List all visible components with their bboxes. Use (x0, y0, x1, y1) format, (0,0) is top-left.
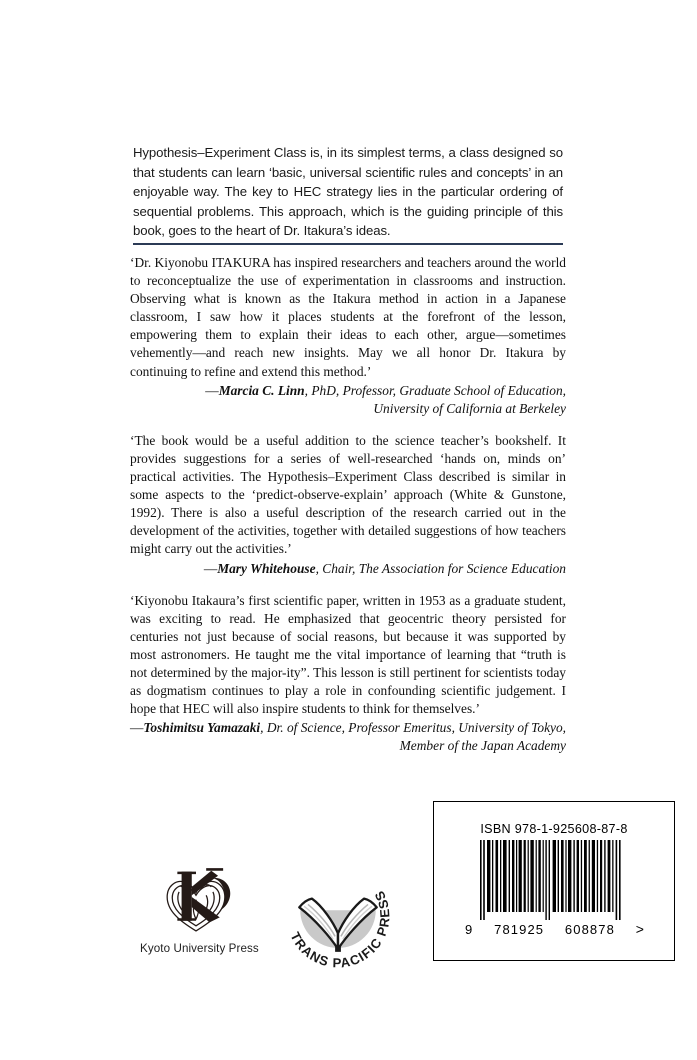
attribution-dash: — (203, 560, 218, 576)
barcode-digit-lead: 9 (465, 922, 474, 937)
ornate-k-monogram-icon (153, 858, 239, 936)
attribution-title-line2: Member of the Japan Academy (399, 738, 566, 754)
kyoto-university-press-logo (140, 858, 259, 955)
endorsement-quote: ‘Kiyonobu Itakaura’s first scientific paper, written in 1953 as a graduate student, was exciting to read. He emphasized that geocentric theory persisted for centuries not just because of social reasons, but because it was supported by most astronomers. He taught me the vital importance of learning that “truth is not determined by the major-ity”. This lesson is still pertinent for scientists today as dogmatism continues to play a role in confounding scientific judgement. I hope that HEC will also inspire students to think for themselves.’ (130, 592, 566, 717)
attribution-name: Mary Whitehouse (217, 560, 316, 576)
endorsement-quote: ‘The book would be a useful addition to the science teacher’s bookshelf. It provides suggestions for a series of well-researched ‘hands on, minds on’ practical activities. The Hypothesis–Experiment Class described is similar in some aspects to the ‘predict-observe-explain’ approach (White & Gunstone, 1992). There is also a useful description of the research carried out in the development of the activities, together with detailed suggestions of how teachers might carry out the activities.’ (130, 432, 566, 557)
barcode-digits-right: 608878 (564, 922, 615, 937)
isbn-barcode-panel (433, 801, 675, 961)
ean13-barcode (479, 840, 629, 920)
barcode-digits-left: 781925 (494, 922, 545, 937)
open-book-circle-icon (275, 856, 401, 978)
cover-footer (0, 780, 697, 1060)
endorsement-block (130, 592, 566, 756)
endorsement-block (130, 254, 566, 418)
barcode-end-marker: > (635, 921, 645, 937)
section-divider (133, 243, 563, 245)
attribution-title: , Dr. of Science, Professor Emeritus, University of Tokyo, (260, 720, 566, 736)
attribution-name: Toshimitsu Yamazaki (143, 720, 261, 736)
endorsement-attribution (130, 382, 566, 418)
attribution-title-line2: University of California at Berkeley (373, 400, 566, 416)
endorsement-attribution (130, 719, 566, 755)
barcode-digits (463, 921, 645, 937)
attribution-title: , Chair, The Association for Science Education (315, 560, 566, 576)
barcode-container (465, 840, 645, 937)
trans-pacific-press-logo (275, 856, 405, 981)
kyoto-university-press-name: Kyoto University Press (140, 942, 259, 955)
endorsements-section (130, 254, 566, 769)
endorsement-attribution (130, 560, 566, 578)
isbn-number-label: ISBN 978-1-925608-87-8 (480, 822, 628, 836)
publisher-logos (120, 820, 430, 1000)
endorsement-block (130, 432, 566, 578)
attribution-dash: — (205, 382, 219, 398)
intro-paragraph: Hypothesis–Experiment Class is, in its simplest terms, a class designed so that students can learn ‘basic, universal scientific rules and concepts’ in an enjoyable way. The key to HEC strategy lies in the particular ordering of sequential problems. This approach, which is the guiding principle of this book, goes to the heart of Dr. Itakura’s ideas. (133, 145, 563, 239)
endorsement-quote: ‘Dr. Kiyonobu ITAKURA has inspired researchers and teachers around the world to reconceptualize the use of experimentation in classrooms and instruction. Observing what is known as the Itakura method in action in a Japanese classroom, I saw how it places students at the forefront of the lesson, empowering them to explain their ideas to each other, argue—sometimes vehemently—and reach new insights. May we all honor Dr. Itakura by continuing to refine and extend this method.’ (130, 255, 566, 379)
attribution-name: Marcia C. Linn (218, 382, 305, 398)
attribution-title: , PhD, Professor, Graduate School of Education, (304, 382, 566, 398)
svg-text:TRANS PACIFIC PRESS: TRANS PACIFIC PRESS (287, 887, 393, 971)
attribution-dash: — (130, 720, 144, 736)
